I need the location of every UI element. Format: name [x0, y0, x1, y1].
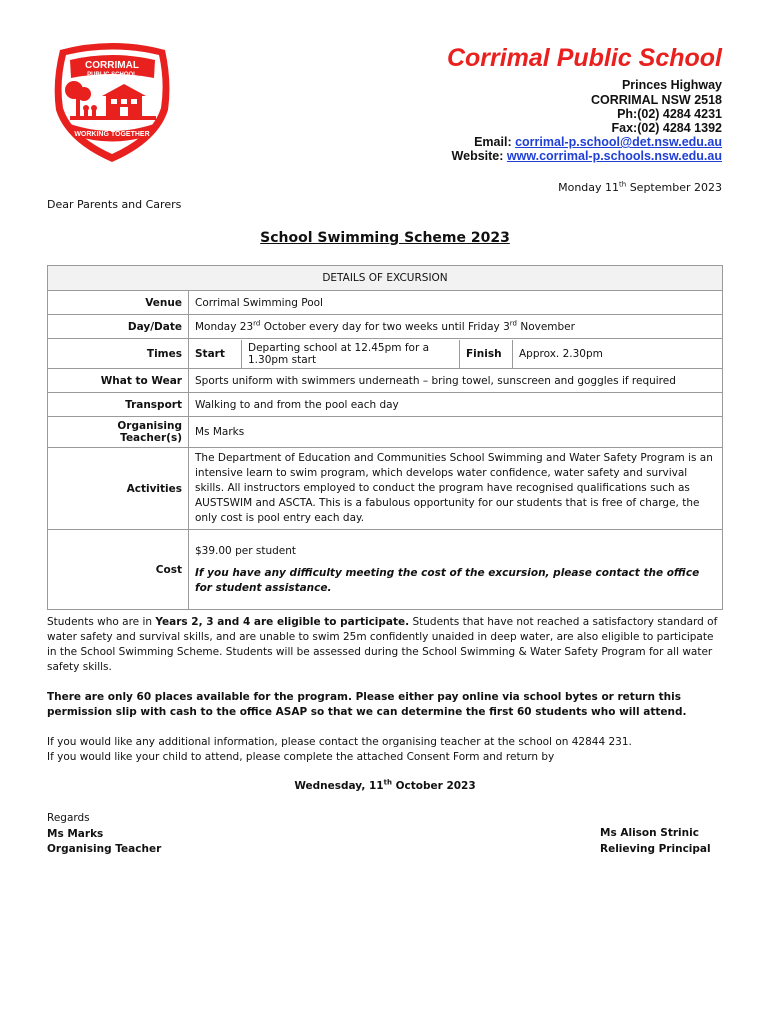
- wear-value: Sports uniform with swimmers underneath – bring towel, sunscreen and goggles if required: [189, 369, 723, 393]
- website-link[interactable]: www.corrimal-p.schools.nsw.edu.au: [506, 149, 722, 163]
- info-line-2: If you would like your child to attend, please complete the attached Consent Form and return by: [47, 751, 555, 763]
- eligibility-paragraph: Students who are in Years 2, 3 and 4 are eligible to participate. Students that have not reached a satisfactory standard of water safety and survival skills, and are unable to swim 25m confidently unaided in deep water, are also eligible to participate in the School Swimming Scheme. Students will be assessed during the School Swimming & Water Safety Program for all water safety skills.: [47, 616, 718, 673]
- venue-label: Venue: [48, 291, 189, 315]
- finish-value: Approx. 2.30pm: [513, 340, 723, 368]
- times-cell: [189, 339, 723, 369]
- cost-cell: [189, 530, 723, 610]
- times-inner-table: [189, 340, 722, 368]
- signatory-name-right: Ms Alison Strinic: [600, 827, 699, 839]
- address-line-1: Princes Highway: [621, 78, 722, 92]
- salutation: Dear Parents and Carers: [47, 198, 182, 211]
- email-label: Email:: [474, 135, 512, 149]
- transport-label: Transport: [48, 393, 189, 417]
- finish-label: Finish: [460, 340, 513, 368]
- teacher-value: Ms Marks: [189, 417, 723, 448]
- table-row: [48, 339, 723, 369]
- website-label: Website:: [451, 149, 504, 163]
- cost-label: Cost: [48, 530, 189, 610]
- start-value: Departing school at 12.45pm for a 1.30pm start: [242, 340, 460, 368]
- table-row: [48, 393, 723, 417]
- table-row: [48, 530, 723, 610]
- activities-value: The Department of Education and Communities School Swimming and Water Safety Program is an intensive learn to swim program, which develops water confidence, water safety and survival skills. All instructors employed to conduct the program have recognised qualifications such as AUSTSWIM and ASCTA. This is a fabulous opportunity for our students that is free of charge, the only cost is pool entry each day.: [189, 448, 723, 530]
- svg-text:CORRIMAL: CORRIMAL: [85, 60, 139, 71]
- signatory-role-right: Relieving Principal: [600, 842, 711, 855]
- email-link[interactable]: corrimal-p.school@det.nsw.edu.au: [515, 135, 722, 149]
- school-name: Corrimal Public School: [446, 44, 722, 72]
- table-row: [48, 448, 723, 530]
- signatory-name-left: Ms Marks: [47, 827, 104, 840]
- svg-text:WORKING TOGETHER: WORKING TOGETHER: [74, 131, 150, 138]
- website-line: [452, 149, 722, 164]
- table-row: [48, 291, 723, 315]
- table-row: [48, 369, 723, 393]
- info-line-1: If you would like any additional information, please contact the organising teacher at the school on 42844 231.: [47, 736, 632, 748]
- table-row: [48, 315, 723, 339]
- cost-value: $39.00 per student: [195, 544, 296, 557]
- start-label: Start: [195, 347, 225, 360]
- cost-note: If you have any difficulty meeting the cost of the excursion, please contact the office for student assistance.: [195, 566, 700, 594]
- activities-label: Activities: [48, 448, 189, 530]
- places-paragraph: There are only 60 places available for the program. Please either pay online via school bytes or return this permission slip with cash to the office ASAP so that we can determine the first 60 students who will attend.: [47, 691, 687, 718]
- teacher-label: Organising Teacher(s): [48, 417, 189, 448]
- times-label: Times: [48, 339, 189, 369]
- table-header-row: [48, 266, 723, 291]
- day-label: Day/Date: [48, 315, 189, 339]
- letter-date: Monday 11th September 2023: [558, 180, 722, 194]
- signoff-left: [47, 811, 161, 858]
- document-title: School Swimming Scheme 2023: [260, 230, 510, 246]
- signatory-role-left: Organising Teacher: [47, 843, 162, 855]
- table-row: [48, 417, 723, 448]
- day-value: Monday 23rd October every day for two weeks until Friday 3rd November: [189, 315, 723, 339]
- excursion-details-table: [47, 265, 723, 610]
- regards: Regards: [47, 812, 90, 824]
- fax: Fax:(02) 4284 1392: [611, 121, 722, 135]
- transport-value: Walking to and from the pool each day: [189, 393, 723, 417]
- wear-label: What to Wear: [48, 369, 189, 393]
- address-line-2: CORRIMAL NSW 2518: [590, 93, 722, 107]
- signoff-right: [600, 826, 711, 857]
- email-line: [474, 135, 722, 150]
- table-header: DETAILS OF EXCURSION: [48, 266, 723, 291]
- venue-value: Corrimal Swimming Pool: [189, 291, 723, 315]
- phone: Ph:(02) 4284 4231: [617, 107, 722, 121]
- school-logo: [50, 42, 175, 164]
- return-deadline: Wednesday, 11th October 2023: [294, 778, 476, 792]
- svg-text:PUBLIC SCHOOL: PUBLIC SCHOOL: [87, 72, 137, 78]
